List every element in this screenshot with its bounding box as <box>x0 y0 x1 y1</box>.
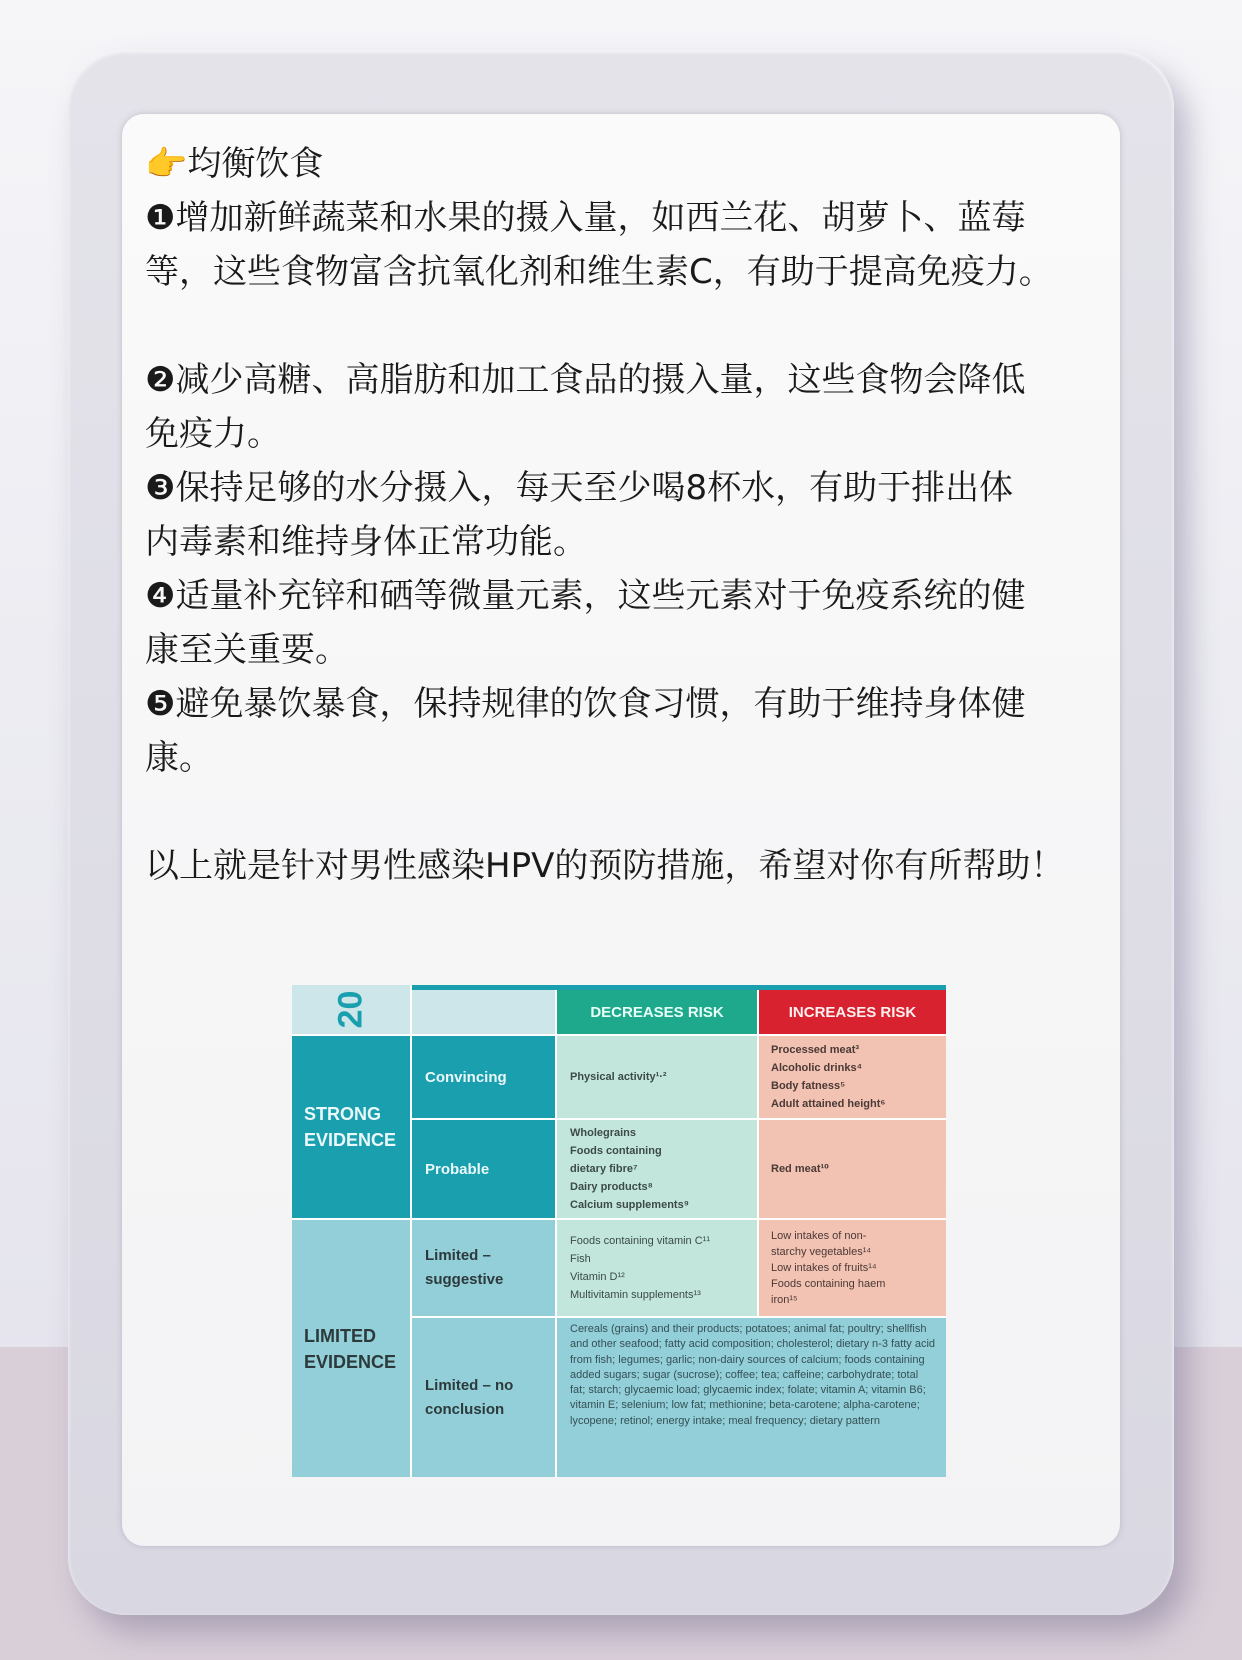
list-item: Vitamin D¹² <box>570 1271 625 1283</box>
header-increases-risk: INCREASES RISK <box>759 990 946 1034</box>
cell-list <box>570 1124 690 1214</box>
cell-list <box>771 1160 829 1178</box>
text-line: ❶增加新鲜蔬菜和水果的摄入量，如西兰花、胡萝卜、蓝莓 <box>145 198 1026 238</box>
cell-list <box>771 1041 885 1113</box>
cell-list <box>570 1232 710 1304</box>
blank-line <box>145 785 1105 839</box>
list-item: Processed meat³ <box>771 1044 860 1056</box>
cell-convincing-decreases <box>557 1036 757 1118</box>
cell-suggestive-increases <box>759 1220 946 1316</box>
strong-evidence-label: STRONG EVIDENCE <box>292 1036 410 1218</box>
cell-no-conclusion: Cereals (grains) and their products; potatoes; animal fat; poultry; shellfish and other seafood; fatty acid composition; cholesterol; dietary n-3 fatty acid from fish; legumes; garlic; non-dairy sources of calcium; foods containing added sugars; sugar (sucrose); coffee; tea; caffeine; carbohydrate; total fat; starch; glycaemic load; glycaemic index; folate; vitamin A; vitamin B6; vitamin E; selenium; low fat; methionine; beta-carotene; alpha-carotene; lycopene; retinol; energy intake; meal frequency; dietary pattern <box>557 1318 946 1477</box>
cell-probable-decreases <box>557 1120 757 1218</box>
list-item: Multivitamin supplements¹³ <box>570 1289 701 1301</box>
header-decreases-risk: DECREASES RISK <box>557 990 757 1034</box>
cell-suggestive-decreases <box>557 1220 757 1316</box>
row-label-convincing: Convincing <box>412 1036 555 1118</box>
text-line: ❷减少高糖、高脂肪和加工食品的摄入量，这些食物会降低 <box>145 360 1026 400</box>
row-label-probable: Probable <box>412 1120 555 1218</box>
list-item: Foods containing dietary fibre⁷ <box>570 1145 662 1175</box>
text-line: ❸保持足够的水分摄入，每天至少喝8杯水，有助于排出体 <box>145 468 1014 508</box>
list-item: Adult attained height⁶ <box>771 1098 886 1110</box>
cell-probable-increases <box>759 1120 946 1218</box>
limited-evidence-label: LIMITED EVIDENCE <box>292 1220 410 1477</box>
list-item: Foods containing haem iron¹⁵ <box>771 1278 886 1306</box>
text-line: 免疫力。 <box>145 414 281 454</box>
heading-title: 均衡饮食 <box>187 144 324 184</box>
list-item: Low intakes of non-starchy vegetables¹⁴ <box>771 1230 872 1258</box>
text-line: ❺避免暴饮暴食，保持规律的饮食习惯，有助于维持身体健 <box>145 684 1026 724</box>
diet-risk-table <box>292 985 946 1477</box>
text-line: 等，这些食物富含抗氧化剂和维生素C，有助于提高免疫力。 <box>145 252 1053 292</box>
list-item: Body fatness⁵ <box>771 1080 846 1092</box>
cell-convincing-increases <box>759 1036 946 1118</box>
text-line: 康至关重要。 <box>145 630 349 670</box>
list-item: Low intakes of fruits¹⁴ <box>771 1262 877 1274</box>
text-line: 内毒素和维持身体正常功能。 <box>145 522 587 562</box>
list-item: Alcoholic drinks⁴ <box>771 1062 863 1074</box>
list-item: Dairy products⁸ <box>570 1181 653 1193</box>
list-item: Fish <box>570 1253 591 1265</box>
pointing-hand-icon: 👉 <box>145 144 188 184</box>
row-label-no-conclusion: Limited – no conclusion <box>412 1318 555 1477</box>
cell-list <box>570 1068 667 1086</box>
text-line: ❹适量补充锌和硒等微量元素，这些元素对于免疫系统的健 <box>145 576 1026 616</box>
section-heading <box>145 137 1105 191</box>
article-text <box>145 137 1105 893</box>
list-item: Wholegrains <box>570 1127 637 1139</box>
row-label-suggestive: Limited – suggestive <box>412 1220 555 1316</box>
text-line: 康。 <box>145 738 213 778</box>
list-item: Calcium supplements⁹ <box>570 1199 689 1211</box>
year-fragment: 20 <box>292 985 410 1034</box>
text-line: 以上就是针对男性感染HPV的预防措施，希望对你有所帮助！ <box>145 846 1065 886</box>
list-item: Red meat¹⁰ <box>771 1163 829 1175</box>
header-blank <box>412 990 555 1034</box>
blank-line <box>145 299 1105 353</box>
list-item: Physical activity¹·² <box>570 1071 667 1083</box>
list-item: Foods containing vitamin C¹¹ <box>570 1235 711 1247</box>
cell-list <box>771 1228 901 1308</box>
